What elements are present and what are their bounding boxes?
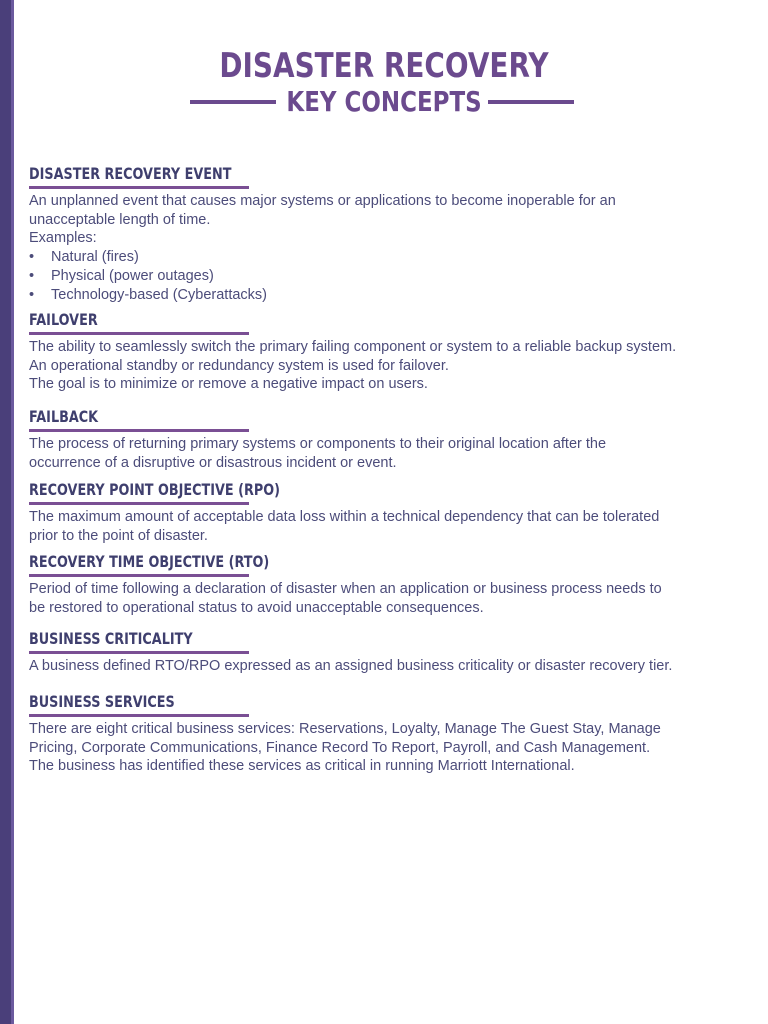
section-business-services [29, 692, 719, 776]
subtitle-rule-left [190, 100, 276, 104]
section-recovery-point-objective [29, 480, 719, 552]
section-underline [29, 429, 249, 432]
section-heading: RECOVERY TIME OBJECTIVE (RTO) [29, 552, 270, 571]
section-text-line: An unplanned event that causes major systems or applications to become inoperable for an [29, 193, 616, 209]
list-item [29, 286, 719, 305]
section-business-criticality [29, 629, 719, 692]
section-text-line: Period of time following a declaration of disaster when an application or business process needs to [29, 581, 662, 597]
subtitle-rule-right [488, 100, 574, 104]
section-text-line: The business has identified these services as critical in running Marriott International. [29, 758, 575, 775]
section-text-line: There are eight critical business services: Reservations, Loyalty, Manage The Guest Stay, Manage [29, 721, 661, 737]
list-item [29, 267, 719, 286]
page-subtitle: KEY CONCEPTS [286, 85, 482, 118]
bullet-glyph: • [29, 286, 35, 303]
list-item-text: Technology-based (Cyberattacks) [51, 286, 267, 303]
examples-list [29, 248, 719, 304]
section-failover [29, 310, 719, 407]
section-text-line: Examples: [29, 230, 97, 247]
section-disaster-recovery-event [29, 164, 719, 310]
section-heading: BUSINESS CRITICALITY [29, 629, 193, 648]
section-underline [29, 502, 249, 505]
section-text-line: A business defined RTO/RPO expressed as an assigned business criticality or disaster recovery tier. [29, 658, 673, 674]
section-text-line: be restored to operational status to avoid unacceptable consequences. [29, 599, 484, 616]
section-heading: BUSINESS SERVICES [29, 692, 175, 711]
section-underline [29, 332, 249, 335]
section-underline [29, 574, 249, 577]
section-text-line: The ability to seamlessly switch the primary failing component or system to a reliable backup system. [29, 339, 677, 355]
page-header [0, 44, 768, 120]
concepts-content [29, 164, 719, 776]
section-text-line: The process of returning primary systems or components to their original location after the [29, 436, 607, 452]
list-item [29, 248, 719, 267]
bullet-glyph: • [29, 267, 35, 284]
section-underline [29, 714, 249, 717]
section-heading: DISASTER RECOVERY EVENT [29, 164, 232, 183]
section-text-line: The maximum amount of acceptable data loss within a technical dependency that can be tolerated [29, 509, 660, 525]
list-item-text: Natural (fires) [51, 249, 139, 266]
section-text-line: An operational standby or redundancy system is used for failover. [29, 357, 449, 374]
left-accent-bar [0, 0, 14, 1024]
section-heading: FAILBACK [29, 407, 99, 426]
section-underline [29, 651, 249, 654]
section-recovery-time-objective [29, 552, 719, 629]
section-text-line: Pricing, Corporate Communications, Finance Record To Report, Payroll, and Cash Management. [29, 739, 651, 756]
section-text-line: prior to the point of disaster. [29, 527, 208, 544]
list-item-text: Physical (power outages) [51, 267, 214, 284]
section-text-line: The goal is to minimize or remove a negative impact on users. [29, 376, 428, 393]
section-underline [29, 186, 249, 189]
section-text-line: occurrence of a disruptive or disastrous incident or event. [29, 454, 397, 471]
subtitle-row [0, 84, 768, 120]
section-failback [29, 407, 719, 480]
page-title: DISASTER RECOVERY [219, 46, 549, 86]
section-text-line: unacceptable length of time. [29, 211, 211, 228]
bullet-glyph: • [29, 249, 35, 266]
section-heading: FAILOVER [29, 310, 98, 329]
section-heading: RECOVERY POINT OBJECTIVE (RPO) [29, 480, 280, 499]
